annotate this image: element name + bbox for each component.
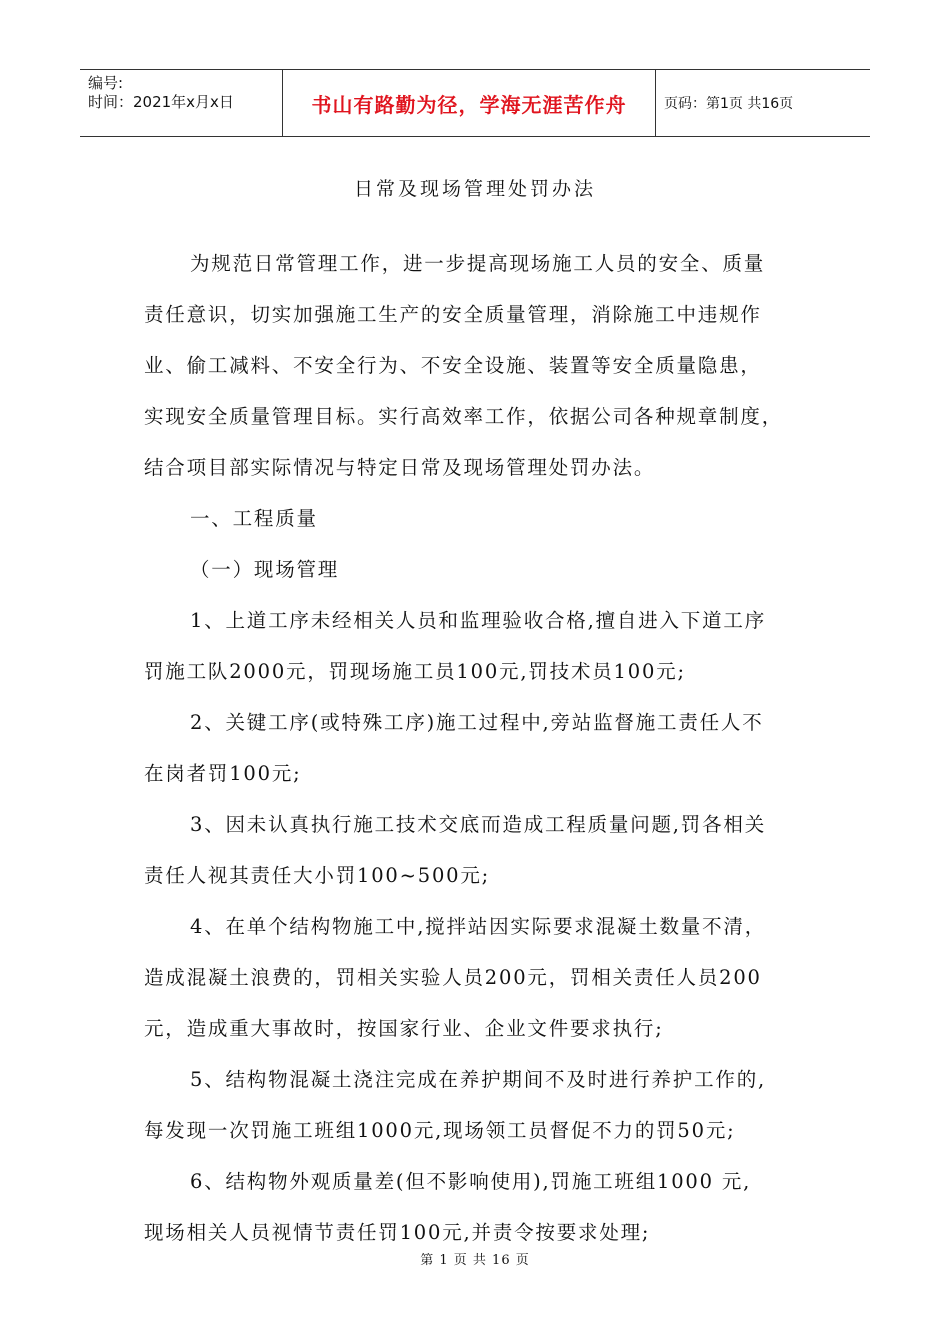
body-line: 现场相关人员视情节责任罚100元,并责令按要求处理; [144,1221,651,1244]
motto-text: 书山有路勤为径，学海无涯苦作舟 [311,92,627,117]
body-line: 2、关键工序(或特殊工序)施工过程中,旁站监督施工责任人不 [190,711,764,734]
body-line: 4、在单个结构物施工中,搅拌站因实际要求混凝土数量不清， [190,915,767,938]
body-line: 每发现一次罚施工班组1000元,现场领工员督促不力的罚50元; [144,1119,736,1142]
document-body [144,238,819,1258]
body-line: 5、结构物混凝土浇注完成在养护期间不及时进行养护工作的, [190,1068,767,1091]
body-line: 1、上道工序未经相关人员和监理验收合格,擅自进入下道工序 [190,609,767,632]
time-label: 时间：2021年x月x日 [88,93,234,111]
page-footer: 第 1 页 共 16 页 [420,1253,530,1268]
header-page-info [656,70,870,136]
body-line: 业、偷工减料、不安全行为、不安全设施、装置等安全质量隐患， [144,354,762,377]
section-heading: 一、工程质量 [190,507,318,530]
body-line: 造成混凝土浪费的，罚相关实验人员200元，罚相关责任人员200 [144,966,762,989]
document-title: 日常及现场管理处罚办法 [353,178,596,200]
body-line: 责任意识，切实加强施工生产的安全质量管理，消除施工中违规作 [144,303,762,326]
page-header [80,69,870,137]
body-line: 结合项目部实际情况与特定日常及现场管理处罚办法。 [144,456,656,479]
body-line: 元，造成重大事故时，按国家行业、企业文件要求执行; [144,1017,664,1040]
body-line: 罚施工队2000元，罚现场施工员100元,罚技术员100元; [144,660,686,683]
body-line: 为规范日常管理工作，进一步提高现场施工人员的安全、质量 [190,252,766,275]
body-line: 6、结构物外观质量差(但不影响使用),罚施工班组1000 元, [190,1170,752,1193]
body-line: 责任人视其责任大小罚100~500元; [144,864,491,887]
subsection-heading: （一）现场管理 [190,558,340,581]
header-motto-cell [282,70,656,136]
page-info-text: 页码：第1页 共16页 [664,96,794,112]
body-line: 3、因未认真执行施工技术交底而造成工程质量问题,罚各相关 [190,813,767,836]
header-meta [80,70,282,136]
body-line: 在岗者罚100元; [144,762,302,785]
number-label: 编号: [88,74,124,92]
body-line: 实现安全质量管理目标。实行高效率工作，依据公司各种规章制度， [144,405,784,428]
